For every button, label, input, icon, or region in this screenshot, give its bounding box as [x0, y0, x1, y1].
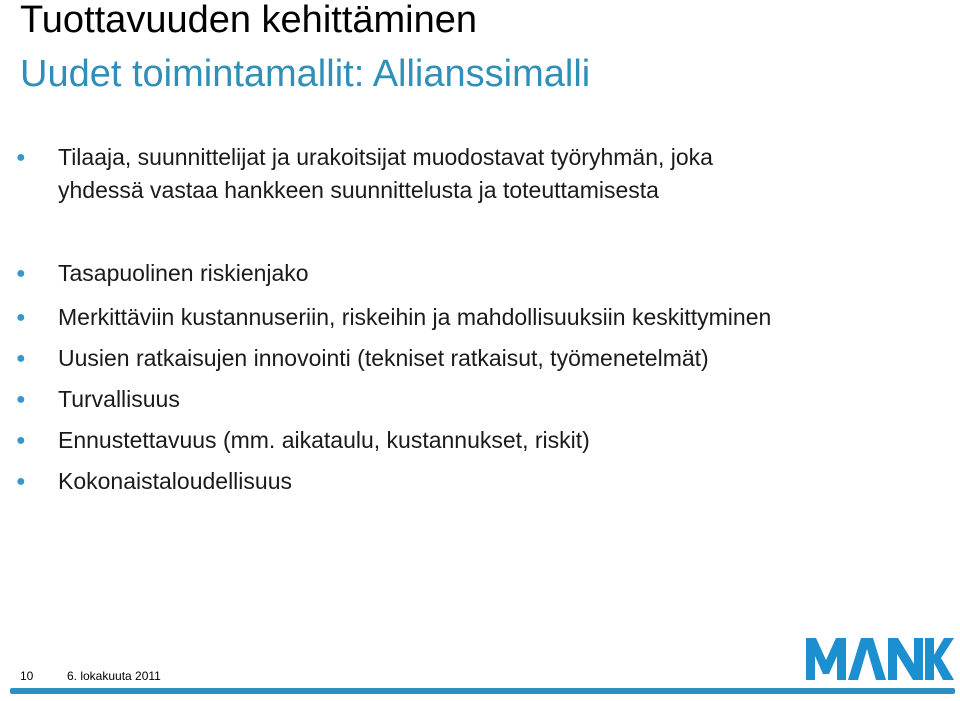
- slide-title: Tuottavuuden kehittäminen: [20, 0, 478, 41]
- bullet-text: Kokonaistaloudellisuus: [58, 468, 292, 494]
- footer-divider: [10, 688, 955, 694]
- bullet-dot-icon: ●: [16, 432, 26, 449]
- footer-info: [0, 667, 167, 685]
- bullet-text: [58, 141, 713, 207]
- bullet-dot-icon: ●: [16, 149, 26, 166]
- bullet-text: Merkittäviin kustannuseriin, riskeihin ja mahdollisuuksiin keskittyminen: [58, 304, 772, 330]
- mank-logo-letters: [806, 638, 954, 680]
- bullet-dot-icon: ●: [16, 391, 26, 408]
- bullet-dot-icon: ●: [16, 309, 26, 326]
- bullet-dot-icon: ●: [16, 265, 26, 282]
- mank-logo: [804, 630, 954, 682]
- slide-date: 6. lokakuuta 2011: [67, 669, 161, 683]
- bullet-text: Turvallisuus: [58, 386, 180, 412]
- bullet-text: Tasapuolinen riskienjako: [58, 260, 309, 286]
- bullet-text-line: yhdessä vastaa hankkeen suunnittelusta ja toteuttamisesta: [58, 177, 659, 203]
- bullet-text: Uusien ratkaisujen innovointi (tekniset ratkaisut, työmenetelmät): [58, 345, 709, 371]
- bullet-text: Ennustettavuus (mm. aikataulu, kustannukset, riskit): [58, 427, 590, 453]
- bullet-dot-icon: ●: [16, 473, 26, 490]
- bullet-text-line: Tilaaja, suunnittelijat ja urakoitsijat muodostavat työryhmän, joka: [58, 144, 713, 170]
- page-number: 10: [20, 669, 34, 683]
- slide-subtitle: Uudet toimintamallit: Allianssimalli: [20, 53, 591, 95]
- bullet-dot-icon: ●: [16, 350, 26, 367]
